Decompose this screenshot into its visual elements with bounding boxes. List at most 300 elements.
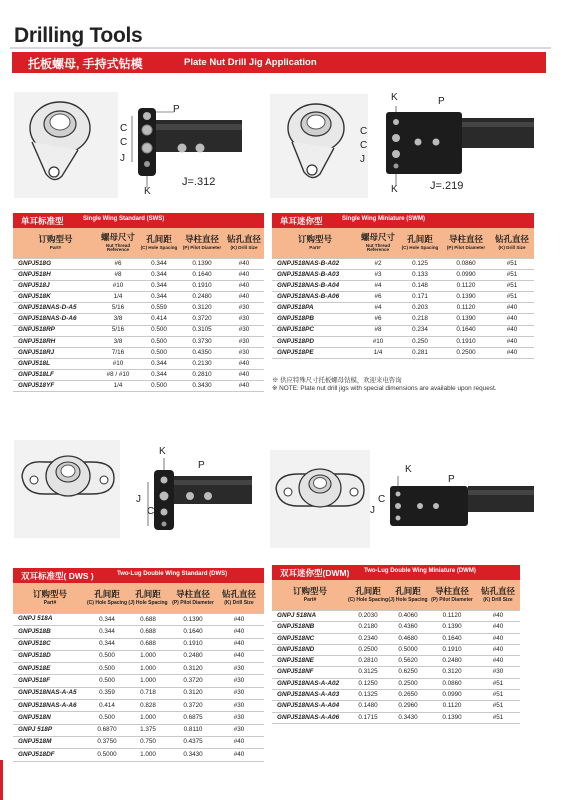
value-cell: 0.359 bbox=[99, 689, 115, 697]
value-cell: 0.0990 bbox=[442, 691, 462, 699]
value-cell: #40 bbox=[238, 370, 250, 378]
value-cell: #40 bbox=[492, 634, 504, 642]
part-number-cell: GNPJ518K bbox=[18, 293, 51, 301]
table-row bbox=[272, 701, 520, 712]
value-cell: #51 bbox=[492, 713, 504, 721]
part-number-cell: GNPJ518RH bbox=[18, 337, 56, 345]
sws-label-c1: C bbox=[120, 123, 128, 134]
value-cell: #30 bbox=[233, 726, 245, 734]
dws-col-drill: 钻孔直径 (K) Drill Size bbox=[221, 589, 256, 606]
value-cell: 0.6875 bbox=[183, 713, 203, 721]
value-cell: #40 bbox=[238, 381, 250, 389]
dws-col-j-spacing: 孔间距 (J) Hole Spacing bbox=[128, 589, 168, 606]
value-cell: 5/16 bbox=[111, 304, 125, 312]
value-cell: #30 bbox=[233, 689, 245, 697]
value-cell: 0.3720 bbox=[183, 676, 203, 684]
part-number-cell: GNPJ518B bbox=[18, 627, 51, 635]
value-cell: 0.234 bbox=[412, 326, 428, 334]
value-cell: 0.4350 bbox=[192, 348, 212, 356]
value-cell: 0.718 bbox=[140, 689, 156, 697]
part-number-cell: GNPJ518NAS-B-A04 bbox=[277, 282, 340, 290]
value-cell: 0.2650 bbox=[398, 691, 418, 699]
dwm-label-p: P bbox=[448, 474, 455, 485]
value-cell: 0.0990 bbox=[456, 270, 476, 278]
table-row bbox=[272, 713, 520, 724]
dwm-table bbox=[272, 565, 520, 724]
part-number-cell: GNPJ518NE bbox=[277, 657, 314, 665]
value-cell: 0.500 bbox=[99, 664, 115, 672]
value-cell: 1.000 bbox=[140, 750, 156, 758]
value-cell: 0.133 bbox=[412, 270, 428, 278]
value-cell: 0.148 bbox=[412, 282, 428, 290]
value-cell: 0.203 bbox=[412, 304, 428, 312]
sws-j-value: J=.312 bbox=[182, 176, 216, 188]
table-row bbox=[272, 679, 520, 690]
value-cell: 0.3730 bbox=[192, 337, 212, 345]
value-cell: 0.4680 bbox=[398, 634, 418, 642]
sws-label-p: P bbox=[173, 104, 180, 115]
dwm-col-j-spacing: 孔间距 (J) Hole Spacing bbox=[388, 586, 428, 603]
value-cell: 0.828 bbox=[140, 701, 156, 709]
dws-rows bbox=[13, 613, 264, 762]
value-cell: #40 bbox=[492, 657, 504, 665]
swm-label-k-bottom: K bbox=[391, 184, 398, 195]
value-cell: 1.375 bbox=[140, 726, 156, 734]
part-number-cell: GNPJ518NAS-A-A5 bbox=[18, 689, 77, 697]
value-cell: #40 bbox=[492, 645, 504, 653]
value-cell: 0.1120 bbox=[442, 702, 462, 710]
value-cell: 0.3120 bbox=[183, 689, 203, 697]
part-number-cell: GNPJ518M bbox=[18, 738, 52, 746]
part-number-cell: GNPJ518N bbox=[18, 713, 51, 721]
value-cell: 0.500 bbox=[151, 381, 167, 389]
value-cell: #40 bbox=[506, 315, 518, 323]
value-cell: #51 bbox=[492, 679, 504, 687]
value-cell: #40 bbox=[238, 359, 250, 367]
swm-label-p: P bbox=[438, 96, 445, 107]
value-cell: #40 bbox=[233, 627, 245, 635]
value-cell: #51 bbox=[506, 282, 518, 290]
value-cell: #51 bbox=[506, 259, 518, 267]
value-cell: #30 bbox=[238, 326, 250, 334]
value-cell: 0.344 bbox=[151, 270, 167, 278]
part-number-cell: GNPJ518RP bbox=[18, 326, 55, 334]
table-row bbox=[272, 314, 534, 325]
value-cell: #40 bbox=[238, 282, 250, 290]
value-cell: #30 bbox=[233, 713, 245, 721]
value-cell: #4 bbox=[374, 282, 382, 290]
value-cell: 0.5620 bbox=[398, 657, 418, 665]
part-number-cell: GNPJ518NB bbox=[277, 623, 315, 631]
value-cell: 0.1640 bbox=[192, 270, 212, 278]
table-row bbox=[272, 690, 520, 701]
value-cell: 0.1120 bbox=[456, 304, 476, 312]
value-cell: 0.750 bbox=[140, 738, 156, 746]
table-row bbox=[13, 303, 264, 314]
value-cell: 0.1910 bbox=[456, 337, 476, 345]
value-cell: #30 bbox=[238, 348, 250, 356]
table-row bbox=[272, 622, 520, 633]
sws-col-hole-spacing: 孔间距 (C) Hole Spacing bbox=[140, 234, 178, 250]
value-cell: #8 / #10 bbox=[106, 370, 130, 378]
value-cell: 0.344 bbox=[99, 615, 115, 623]
value-cell: 0.1390 bbox=[442, 713, 462, 721]
part-number-cell: GNPJ518C bbox=[18, 640, 51, 648]
part-number-cell: GNPJ518PE bbox=[277, 348, 314, 356]
value-cell: 0.1390 bbox=[442, 623, 462, 631]
value-cell: 0.344 bbox=[151, 259, 167, 267]
value-cell: #51 bbox=[506, 270, 518, 278]
table-row bbox=[13, 700, 264, 712]
sws-table-title: 单耳标准型 Single Wing Standard (SWS) bbox=[13, 213, 264, 228]
value-cell: 1/4 bbox=[113, 293, 123, 301]
table-row bbox=[13, 651, 264, 663]
value-cell: 0.2960 bbox=[398, 702, 418, 710]
value-cell: 1.000 bbox=[140, 713, 156, 721]
part-number-cell: GNPJ518NAS-B-A02 bbox=[277, 259, 340, 267]
dwm-table-title: 双耳迷你型(DWM) Two-Lug Double Wing Miniature (DWM) bbox=[272, 565, 520, 580]
value-cell: 0.1910 bbox=[442, 645, 462, 653]
value-cell: 0.3750 bbox=[97, 738, 117, 746]
table-row bbox=[13, 270, 264, 281]
table-row bbox=[272, 270, 534, 281]
value-cell: #40 bbox=[492, 612, 504, 619]
table-row bbox=[13, 663, 264, 675]
value-cell: 0.0860 bbox=[442, 679, 462, 687]
value-cell: 0.3720 bbox=[183, 701, 203, 709]
part-number-cell: GNPJ518NAS-A-A02 bbox=[277, 679, 340, 687]
table-row bbox=[13, 675, 264, 687]
value-cell: 0.1390 bbox=[183, 615, 203, 623]
table-row bbox=[272, 667, 520, 678]
value-cell: 0.5000 bbox=[97, 750, 117, 758]
swm-col-thread: 螺母尺寸 Nut Thread Reference bbox=[360, 232, 395, 253]
value-cell: 0.688 bbox=[140, 627, 156, 635]
value-cell: 0.5000 bbox=[398, 645, 418, 653]
part-number-cell: GNPJ518NC bbox=[277, 634, 315, 642]
swm-j-value: J=.219 bbox=[430, 180, 464, 192]
swm-jig-drawing bbox=[270, 92, 542, 202]
value-cell: 0.500 bbox=[151, 348, 167, 356]
part-number-cell: GNPJ518DF bbox=[18, 750, 55, 758]
table-row bbox=[272, 292, 534, 303]
value-cell: 0.1325 bbox=[358, 691, 378, 699]
value-cell: 1.000 bbox=[140, 652, 156, 660]
value-cell: 0.2480 bbox=[192, 293, 212, 301]
table-row bbox=[272, 259, 534, 270]
value-cell: 3/8 bbox=[113, 337, 123, 345]
section-title-zh: 托板螺母, 手持式钻模 bbox=[28, 57, 143, 71]
swm-label-k-top: K bbox=[391, 92, 398, 103]
value-cell: 0.1640 bbox=[442, 634, 462, 642]
swm-column-headers bbox=[272, 228, 534, 258]
note-zh: ※ 供应特殊尺寸托板螺母钻模，欢迎来电咨询 bbox=[272, 377, 402, 384]
dwm-illustration bbox=[270, 450, 542, 550]
table-row bbox=[272, 326, 534, 337]
table-row bbox=[13, 292, 264, 303]
value-cell: 0.500 bbox=[99, 652, 115, 660]
part-number-cell: GNPJ518D bbox=[18, 652, 51, 660]
value-cell: 0.1390 bbox=[456, 293, 476, 301]
part-number-cell: GNPJ518J bbox=[18, 282, 50, 290]
value-cell: #8 bbox=[374, 326, 382, 334]
dwm-col-c-spacing: 孔间距 (C) Hole Spacing bbox=[348, 586, 389, 603]
dws-col-part: 订购型号 Part# bbox=[32, 589, 67, 606]
value-cell: #6 bbox=[374, 293, 382, 301]
value-cell: 0.3120 bbox=[192, 304, 212, 312]
table-row bbox=[13, 639, 264, 651]
table-row bbox=[272, 656, 520, 667]
swm-col-part: 订购型号 Part# bbox=[297, 234, 332, 250]
swm-illustration bbox=[270, 92, 542, 202]
value-cell: 0.250 bbox=[412, 337, 428, 345]
value-cell: 0.3430 bbox=[183, 750, 203, 758]
dws-col-c-spacing: 孔间距 (C) Hole Spacing bbox=[87, 589, 128, 606]
value-cell: 0.1480 bbox=[358, 702, 378, 710]
value-cell: 0.6870 bbox=[97, 726, 117, 734]
swm-col-pilot: 导柱直径 (P) Pilot Diameter bbox=[446, 234, 486, 250]
value-cell: 0.2340 bbox=[358, 634, 378, 642]
part-number-cell: GNPJ 518NA bbox=[277, 611, 317, 619]
value-cell: 0.2500 bbox=[358, 645, 378, 653]
value-cell: #6 bbox=[374, 315, 382, 323]
value-cell: 1/4 bbox=[373, 348, 383, 356]
value-cell: #30 bbox=[492, 668, 504, 676]
sws-illustration bbox=[14, 92, 254, 202]
dwm-label-j: J bbox=[370, 505, 375, 516]
dws-col-pilot: 导柱直径 (P) Pilot Diameter bbox=[172, 589, 214, 606]
table-row bbox=[13, 737, 264, 749]
value-cell: 0.500 bbox=[151, 326, 167, 334]
swm-label-c2: C bbox=[360, 140, 368, 151]
value-cell: #2 bbox=[374, 259, 382, 267]
value-cell: 0.500 bbox=[99, 713, 115, 721]
section-banner bbox=[12, 52, 546, 73]
part-number-cell: GNPJ518ND bbox=[277, 645, 315, 653]
part-number-cell: GNPJ518NF bbox=[277, 668, 314, 676]
value-cell: 0.2500 bbox=[456, 348, 476, 356]
value-cell: 0.1910 bbox=[192, 282, 212, 290]
value-cell: 0.344 bbox=[151, 370, 167, 378]
dws-column-headers bbox=[13, 583, 264, 613]
part-number-cell: GNPJ 518A bbox=[18, 615, 53, 623]
table-row bbox=[13, 348, 264, 359]
value-cell: 0.414 bbox=[151, 315, 167, 323]
part-number-cell: GNPJ518NAS-A-A03 bbox=[277, 691, 340, 699]
dws-label-p: P bbox=[198, 460, 205, 471]
value-cell: #40 bbox=[506, 304, 518, 312]
value-cell: #40 bbox=[233, 738, 245, 746]
value-cell: #40 bbox=[506, 337, 518, 345]
part-number-cell: GNPJ518F bbox=[18, 676, 50, 684]
value-cell: #30 bbox=[233, 701, 245, 709]
value-cell: 5/16 bbox=[111, 326, 125, 334]
part-number-cell: GNPJ518E bbox=[18, 664, 51, 672]
value-cell: 0.3120 bbox=[183, 664, 203, 672]
table-row bbox=[13, 614, 264, 626]
dws-table bbox=[13, 568, 264, 762]
value-cell: 0.1250 bbox=[358, 679, 378, 687]
value-cell: 0.6250 bbox=[398, 668, 418, 676]
value-cell: 0.2030 bbox=[358, 612, 378, 619]
value-cell: 0.344 bbox=[99, 640, 115, 648]
value-cell: 0.688 bbox=[140, 640, 156, 648]
value-cell: #40 bbox=[233, 640, 245, 648]
dwm-col-drill: 钻孔直径 (K) Drill Size bbox=[480, 586, 515, 603]
swm-rows bbox=[272, 258, 534, 359]
value-cell: #8 bbox=[114, 270, 122, 278]
sws-label-j: J bbox=[120, 153, 125, 164]
table-row bbox=[13, 337, 264, 348]
value-cell: 0.2810 bbox=[192, 370, 212, 378]
part-number-cell: GNPJ518NAS-B-A03 bbox=[277, 270, 340, 278]
value-cell: 0.125 bbox=[412, 259, 428, 267]
table-row bbox=[13, 281, 264, 292]
value-cell: 0.281 bbox=[412, 348, 428, 356]
value-cell: 0.1640 bbox=[456, 326, 476, 334]
part-number-cell: GNPJ518NAS-A-A6 bbox=[18, 701, 77, 709]
value-cell: 0.2480 bbox=[442, 657, 462, 665]
table-row bbox=[272, 645, 520, 656]
value-cell: 1.000 bbox=[140, 664, 156, 672]
sws-rows bbox=[13, 258, 264, 392]
value-cell: 0.3720 bbox=[192, 315, 212, 323]
dwm-label-k: K bbox=[405, 464, 412, 475]
value-cell: 0.688 bbox=[140, 615, 156, 623]
table-row bbox=[13, 314, 264, 325]
value-cell: 0.0860 bbox=[456, 259, 476, 267]
table-row bbox=[13, 725, 264, 737]
value-cell: #10 bbox=[112, 359, 124, 367]
table-row bbox=[13, 326, 264, 337]
value-cell: 0.344 bbox=[99, 627, 115, 635]
value-cell: #40 bbox=[233, 750, 245, 758]
value-cell: #40 bbox=[506, 348, 518, 356]
value-cell: 1/4 bbox=[113, 381, 123, 389]
part-number-cell: GNPJ518H bbox=[18, 270, 51, 278]
value-cell: 0.2500 bbox=[398, 679, 418, 687]
part-number-cell: GNPJ518LF bbox=[18, 370, 54, 378]
value-cell: #30 bbox=[238, 304, 250, 312]
value-cell: #51 bbox=[506, 293, 518, 301]
value-cell: 0.218 bbox=[412, 315, 428, 323]
part-number-cell: GNPJ518NAS-A-A04 bbox=[277, 702, 340, 710]
table-row bbox=[272, 281, 534, 292]
value-cell: 0.171 bbox=[412, 293, 428, 301]
value-cell: #51 bbox=[492, 702, 504, 710]
part-number-cell: GNPJ 518P bbox=[18, 726, 53, 734]
value-cell: 0.3120 bbox=[442, 668, 462, 676]
dws-label-c: C bbox=[147, 506, 155, 517]
value-cell: #30 bbox=[238, 337, 250, 345]
value-cell: 0.1640 bbox=[183, 627, 203, 635]
value-cell: 0.3430 bbox=[398, 713, 418, 721]
section-title-en: Plate Nut Drill Jig Application bbox=[184, 57, 317, 68]
part-number-cell: GNPJ518PD bbox=[277, 337, 314, 345]
part-number-cell: GNPJ518YF bbox=[18, 381, 55, 389]
sws-col-part: 订购型号 Part# bbox=[38, 234, 73, 250]
value-cell: 0.4375 bbox=[183, 738, 203, 746]
table-row bbox=[13, 359, 264, 370]
swm-col-hole-spacing: 孔间距 (C) Hole Spacing bbox=[401, 234, 439, 250]
swm-label-c1: C bbox=[360, 126, 368, 137]
part-number-cell: GNPJ518L bbox=[18, 359, 50, 367]
value-cell: #10 bbox=[372, 337, 384, 345]
value-cell: #4 bbox=[374, 304, 382, 312]
sws-label-c2: C bbox=[120, 137, 128, 148]
table-row bbox=[272, 634, 520, 645]
value-cell: 0.8110 bbox=[183, 726, 203, 734]
part-number-cell: GNPJ518PB bbox=[277, 315, 314, 323]
value-cell: 0.3125 bbox=[358, 668, 378, 676]
value-cell: #30 bbox=[233, 676, 245, 684]
swm-col-drill: 钻孔直径 (K) Drill Size bbox=[494, 234, 529, 250]
value-cell: 0.2130 bbox=[192, 359, 212, 367]
sws-label-k: K bbox=[144, 186, 151, 197]
page-edge-mark bbox=[0, 760, 3, 800]
value-cell: 0.1715 bbox=[358, 713, 378, 721]
sws-table bbox=[13, 213, 264, 392]
note-en: ※ NOTE: Plate nut drill jigs with special dimensions are available upon request. bbox=[272, 385, 497, 392]
value-cell: 0.2810 bbox=[358, 657, 378, 665]
dwm-col-part: 订购型号 Part# bbox=[292, 586, 327, 603]
dwm-column-headers bbox=[272, 580, 520, 610]
dwm-col-pilot: 导柱直径 (P) Pilot Diameter bbox=[431, 586, 473, 603]
value-cell: 0.500 bbox=[99, 676, 115, 684]
value-cell: 0.1390 bbox=[192, 259, 212, 267]
dws-table-title: 双耳标准型( DWS ) Two-Lug Double Wing Standard (DWS) bbox=[13, 568, 264, 583]
title-divider bbox=[10, 47, 551, 49]
table-row bbox=[272, 337, 534, 348]
value-cell: 0.414 bbox=[99, 701, 115, 709]
value-cell: 1.000 bbox=[140, 676, 156, 684]
table-row bbox=[13, 259, 264, 270]
sws-column-headers bbox=[13, 228, 264, 258]
dwm-label-c: C bbox=[378, 494, 386, 505]
value-cell: 0.2180 bbox=[358, 623, 378, 631]
part-number-cell: GNPJ518RJ bbox=[18, 348, 55, 356]
value-cell: 0.4360 bbox=[398, 623, 418, 631]
part-number-cell: GNPJ518NAS-B-A06 bbox=[277, 293, 340, 301]
value-cell: 0.500 bbox=[151, 337, 167, 345]
table-row bbox=[13, 381, 264, 392]
value-cell: #40 bbox=[233, 652, 245, 660]
table-row bbox=[13, 688, 264, 700]
value-cell: #40 bbox=[238, 259, 250, 267]
value-cell: #40 bbox=[238, 293, 250, 301]
dws-label-k: K bbox=[159, 446, 166, 457]
table-row bbox=[272, 303, 534, 314]
value-cell: 0.559 bbox=[151, 304, 167, 312]
value-cell: 0.1120 bbox=[442, 612, 462, 619]
part-number-cell: GNPJ518NAS-D-A5 bbox=[18, 304, 77, 312]
swm-label-j: J bbox=[360, 154, 365, 165]
dws-jig-drawing bbox=[14, 440, 254, 540]
table-row bbox=[272, 611, 520, 622]
value-cell: 0.344 bbox=[151, 359, 167, 367]
value-cell: #30 bbox=[238, 315, 250, 323]
value-cell: #3 bbox=[374, 270, 382, 278]
value-cell: #40 bbox=[506, 326, 518, 334]
table-row bbox=[13, 712, 264, 724]
table-row bbox=[13, 749, 264, 761]
sws-jig-drawing bbox=[14, 92, 254, 202]
part-number-cell: GNPJ518NAS-D-A6 bbox=[18, 315, 77, 323]
value-cell: 0.1390 bbox=[456, 315, 476, 323]
dws-label-j: J bbox=[136, 494, 141, 505]
value-cell: #6 bbox=[114, 259, 122, 267]
value-cell: #10 bbox=[112, 282, 124, 290]
